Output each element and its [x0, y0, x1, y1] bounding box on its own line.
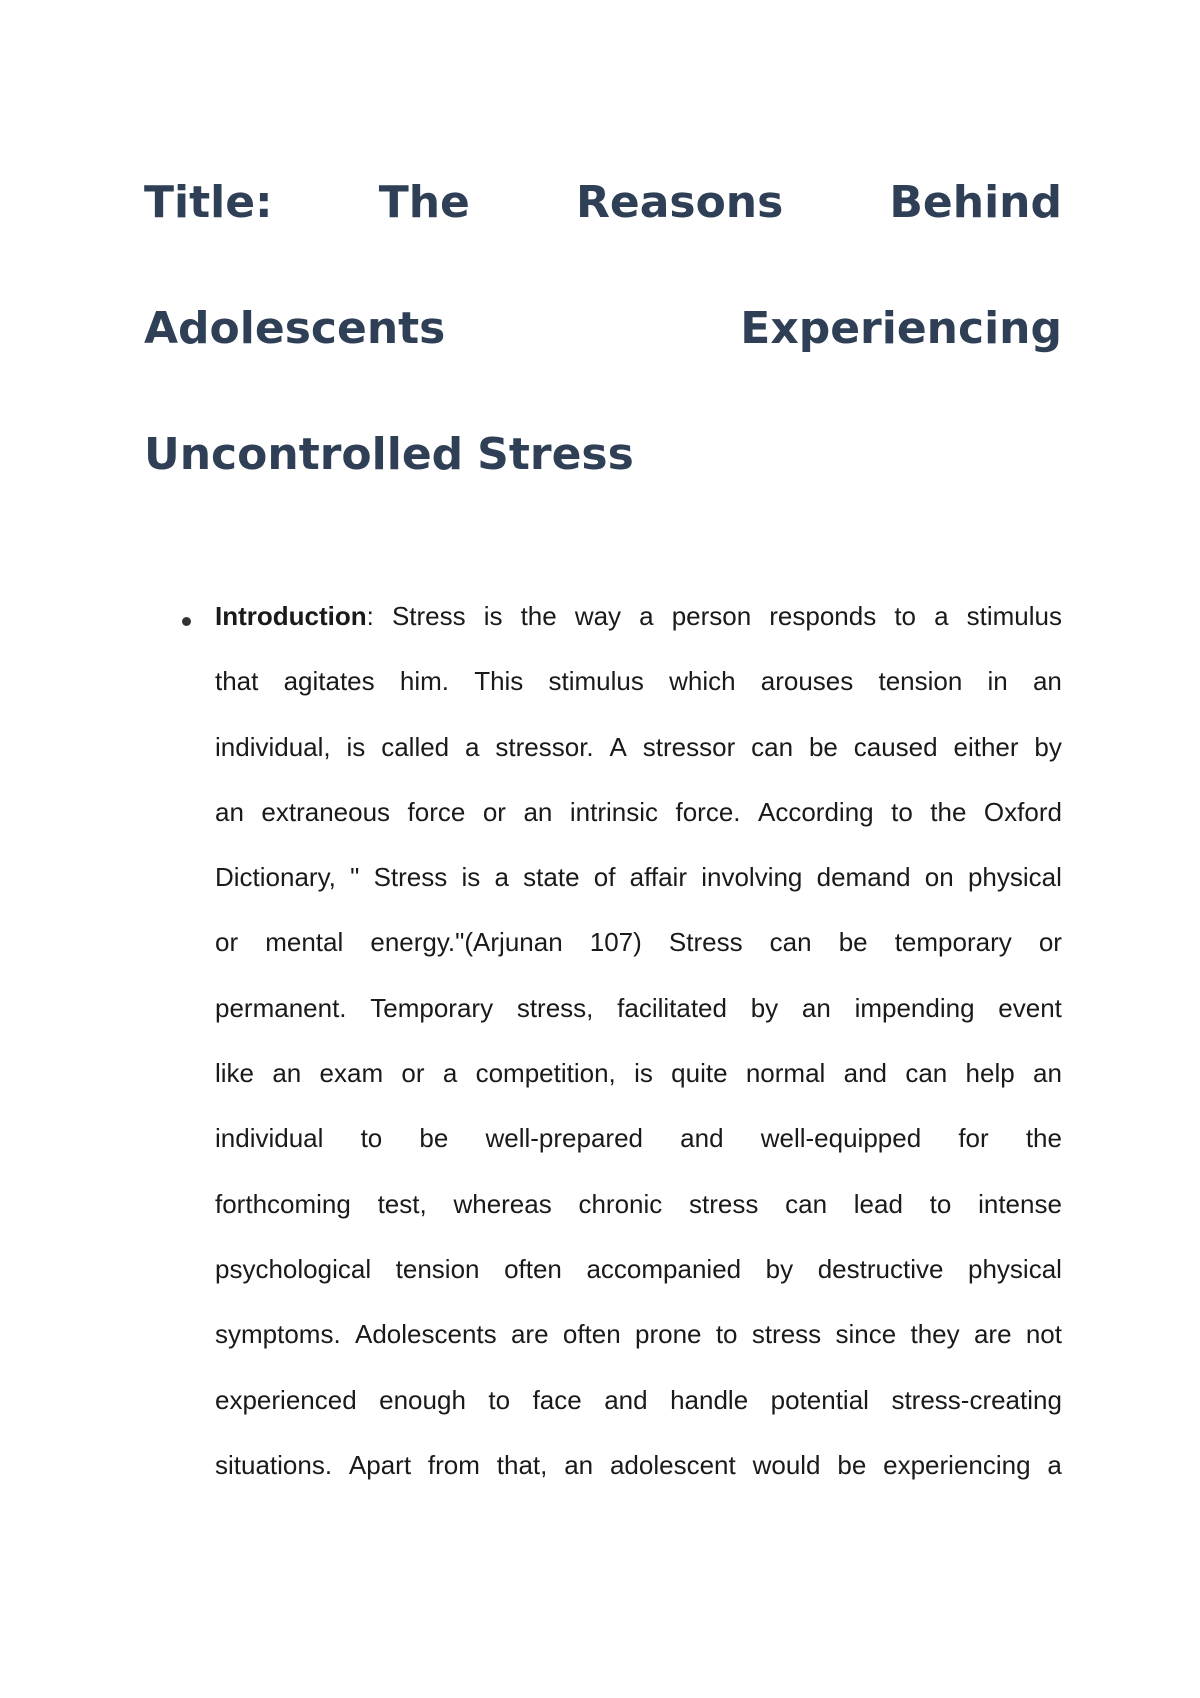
- paragraph-word: stressor: [642, 731, 736, 762]
- paragraph-word: for: [958, 1123, 989, 1154]
- introduction-paragraph: [215, 590, 1062, 1504]
- title-line-1: [144, 168, 1062, 294]
- paragraph-word: According: [758, 796, 874, 827]
- paragraph-word: to: [894, 601, 916, 631]
- paragraph-word: by: [765, 1253, 794, 1284]
- paragraph-word: by: [750, 992, 779, 1023]
- paragraph-word: to: [488, 1384, 511, 1415]
- paragraph-word: Stress: [373, 862, 448, 893]
- paragraph-word: exam: [319, 1058, 384, 1089]
- paragraph-word: is: [461, 862, 481, 893]
- paragraph-word: is: [483, 601, 503, 631]
- paragraph-word: physical: [967, 862, 1062, 893]
- paragraph-word: called: [381, 731, 450, 762]
- paragraph-word: stimulus: [548, 666, 644, 697]
- paragraph-line: [215, 1308, 1062, 1373]
- paragraph-word: handle: [670, 1384, 749, 1415]
- paragraph-word: stress-creating: [891, 1384, 1062, 1415]
- paragraph-line: [215, 590, 1062, 655]
- paragraph-word: Dictionary,: [215, 862, 336, 893]
- paragraph-word: normal: [745, 1058, 826, 1089]
- paragraph-word: This: [474, 666, 524, 697]
- paragraph-word: a: [934, 601, 949, 631]
- paragraph-word: can: [751, 731, 794, 762]
- paragraph-word: to: [715, 1319, 738, 1350]
- paragraph-word: permanent.: [215, 992, 347, 1023]
- paragraph-word: mental: [265, 927, 344, 958]
- paragraph-word: to: [360, 1123, 383, 1154]
- paragraph-word: test,: [377, 1188, 427, 1219]
- paragraph-word: competition,: [475, 1058, 616, 1089]
- paragraph-word: since: [835, 1319, 897, 1350]
- paragraph-word: agitates: [283, 666, 375, 697]
- paragraph-word: stimulus: [966, 601, 1062, 631]
- paragraph-word: is: [634, 1058, 653, 1089]
- paragraph-word: Stress: [391, 601, 466, 631]
- title-word: The: [378, 177, 470, 228]
- paragraph-word: of: [593, 862, 616, 893]
- bullet-dot-icon: [182, 617, 191, 626]
- paragraph-word: stress,: [516, 992, 594, 1023]
- paragraph-line: [215, 1439, 1062, 1504]
- paragraph-line: [215, 1243, 1062, 1308]
- paragraph-word: Adolescents: [355, 1319, 497, 1350]
- paragraph-word: is: [346, 731, 366, 762]
- paragraph-word: be: [419, 1123, 449, 1154]
- paragraph-word: can: [785, 1188, 828, 1219]
- paragraph-word: him.: [399, 666, 449, 697]
- paragraph-word: Temporary: [370, 992, 494, 1023]
- paragraph-word: prone: [635, 1319, 702, 1350]
- paragraph-word: individual,: [215, 731, 331, 762]
- paragraph-line: [215, 1178, 1062, 1243]
- title-word: Experiencing: [740, 303, 1062, 354]
- paragraph-word: well-prepared: [485, 1123, 644, 1154]
- paragraph-word: an: [1032, 666, 1062, 697]
- paragraph-line: [215, 1374, 1062, 1439]
- paragraph-word: the: [1025, 1123, 1062, 1154]
- title-word: Behind: [889, 177, 1062, 228]
- paragraph-word: forthcoming: [215, 1188, 351, 1219]
- paragraph-word: and: [680, 1123, 724, 1154]
- paragraph-word: either: [953, 731, 1019, 762]
- paragraph-word: well-equipped: [760, 1123, 922, 1154]
- paragraph-line: [215, 1047, 1062, 1112]
- introduction-label: Introduction: [215, 601, 367, 631]
- paragraph-word: that,: [496, 1449, 548, 1480]
- paragraph-word: experiencing: [883, 1449, 1031, 1480]
- paragraph-word: an: [564, 1449, 594, 1480]
- paragraph-word: intrinsic: [569, 796, 658, 827]
- paragraph-word: like: [215, 1058, 255, 1089]
- paragraph-word: lead: [853, 1188, 903, 1219]
- paragraph-word: stressor.: [495, 731, 594, 762]
- title-word: Reasons: [575, 177, 784, 228]
- paragraph-word: an: [215, 796, 244, 827]
- paragraph-word: situations.: [215, 1449, 333, 1480]
- paragraph-word: person: [671, 601, 752, 631]
- paragraph-word: event: [998, 992, 1062, 1023]
- title-word: Uncontrolled: [144, 429, 464, 480]
- paragraph-word: impending: [854, 992, 975, 1023]
- paragraph-word: intense: [978, 1188, 1062, 1219]
- paragraph-word: involving: [701, 862, 803, 893]
- paragraph-word: be: [837, 1449, 867, 1480]
- paragraph-word: stress: [751, 1319, 822, 1350]
- paragraph-word: responds: [769, 601, 877, 631]
- paragraph-line: [215, 1112, 1062, 1177]
- paragraph-word: tension: [878, 666, 963, 697]
- paragraph-word: or: [215, 927, 239, 958]
- title-word: Title:: [144, 177, 273, 228]
- title-line-3: [144, 420, 1062, 546]
- paragraph-word: enough: [379, 1384, 466, 1415]
- paragraph-word: psychological: [215, 1253, 372, 1284]
- paragraph-word: temporary: [894, 927, 1012, 958]
- paragraph-word: on: [924, 862, 954, 893]
- paragraph-word: are: [973, 1319, 1012, 1350]
- introduction-heading: Introduction:: [215, 601, 374, 631]
- paragraph-word: the: [930, 796, 967, 827]
- paragraph-word: help: [965, 1058, 1015, 1089]
- paragraph-word: from: [427, 1449, 480, 1480]
- paragraph-word: and: [604, 1384, 648, 1415]
- paragraph-word: symptoms.: [215, 1319, 341, 1350]
- paragraph-word: 107): [589, 927, 642, 958]
- document-title: [144, 168, 1062, 546]
- paragraph-word: be: [808, 731, 838, 762]
- paragraph-word: be: [838, 927, 868, 958]
- paragraph-word: can: [905, 1058, 948, 1089]
- paragraph-word: accompanied: [586, 1253, 742, 1284]
- paragraph-word: quite: [671, 1058, 728, 1089]
- paragraph-word: or: [401, 1058, 425, 1089]
- paragraph-line: [215, 851, 1062, 916]
- paragraph-word: which: [669, 666, 736, 697]
- paragraph-word: caused: [853, 731, 938, 762]
- paragraph-word: energy."(Arjunan: [370, 927, 563, 958]
- paragraph-word: they: [910, 1319, 960, 1350]
- paragraph-word: whereas: [453, 1188, 552, 1219]
- paragraph-word: by: [1034, 731, 1062, 762]
- paragraph-word: a: [1047, 1449, 1062, 1480]
- paragraph-word: not: [1025, 1319, 1062, 1350]
- paragraph-word: to: [891, 796, 913, 827]
- paragraph-word: or: [1038, 927, 1062, 958]
- paragraph-word: adolescent: [609, 1449, 736, 1480]
- paragraph-word: state: [523, 862, 580, 893]
- paragraph-word: demand: [816, 862, 911, 893]
- paragraph-line: [215, 655, 1062, 720]
- paragraph-word: physical: [968, 1253, 1062, 1284]
- paragraph-word: individual: [215, 1123, 324, 1154]
- paragraph-word: and: [843, 1058, 888, 1089]
- paragraph-line: [215, 721, 1062, 786]
- paragraph-word: way: [574, 601, 622, 631]
- paragraph-line: [215, 916, 1062, 981]
- paragraph-word: a: [639, 601, 654, 631]
- paragraph-word: Stress: [668, 927, 743, 958]
- paragraph-word: a: [442, 1058, 458, 1089]
- title-word: Adolescents: [144, 303, 446, 354]
- paragraph-word: a: [465, 731, 480, 762]
- paragraph-word: tension: [395, 1253, 480, 1284]
- paragraph-word: experienced: [215, 1384, 357, 1415]
- paragraph-line: [215, 982, 1062, 1047]
- title-word: Stress: [477, 429, 634, 480]
- paragraph-word: an: [801, 992, 831, 1023]
- paragraph-word: Oxford: [983, 796, 1062, 827]
- paragraph-word: in: [987, 666, 1008, 697]
- paragraph-word: destructive: [817, 1253, 944, 1284]
- paragraph-word: extraneous: [261, 796, 391, 827]
- paragraph-word: often: [504, 1253, 562, 1284]
- paragraph-line: [215, 786, 1062, 851]
- paragraph-word: an: [523, 796, 553, 827]
- paragraph-word: or: [482, 796, 506, 827]
- paragraph-word: a: [494, 862, 509, 893]
- paragraph-word: face: [532, 1384, 582, 1415]
- paragraph-word: can: [769, 927, 812, 958]
- paragraph-word: force: [407, 796, 466, 827]
- paragraph-word: would: [752, 1449, 821, 1480]
- paragraph-word: are: [510, 1319, 549, 1350]
- paragraph-word: the: [520, 601, 557, 631]
- title-line-2: [144, 294, 1062, 420]
- paragraph-word: potential: [770, 1384, 869, 1415]
- paragraph-word: affair: [629, 862, 687, 893]
- paragraph-word: stress: [689, 1188, 759, 1219]
- paragraph-word: that: [215, 666, 259, 697]
- paragraph-word: an: [272, 1058, 302, 1089]
- paragraph-word: chronic: [578, 1188, 663, 1219]
- paragraph-word: ": [350, 862, 360, 893]
- paragraph-word: Apart: [348, 1449, 412, 1480]
- paragraph-word: arouses: [760, 666, 854, 697]
- paragraph-word: to: [929, 1188, 952, 1219]
- paragraph-word: an: [1032, 1058, 1062, 1089]
- paragraph-word: A: [609, 731, 627, 762]
- paragraph-word: facilitated: [617, 992, 727, 1023]
- paragraph-word: often: [562, 1319, 621, 1350]
- paragraph-word: force.: [675, 796, 741, 827]
